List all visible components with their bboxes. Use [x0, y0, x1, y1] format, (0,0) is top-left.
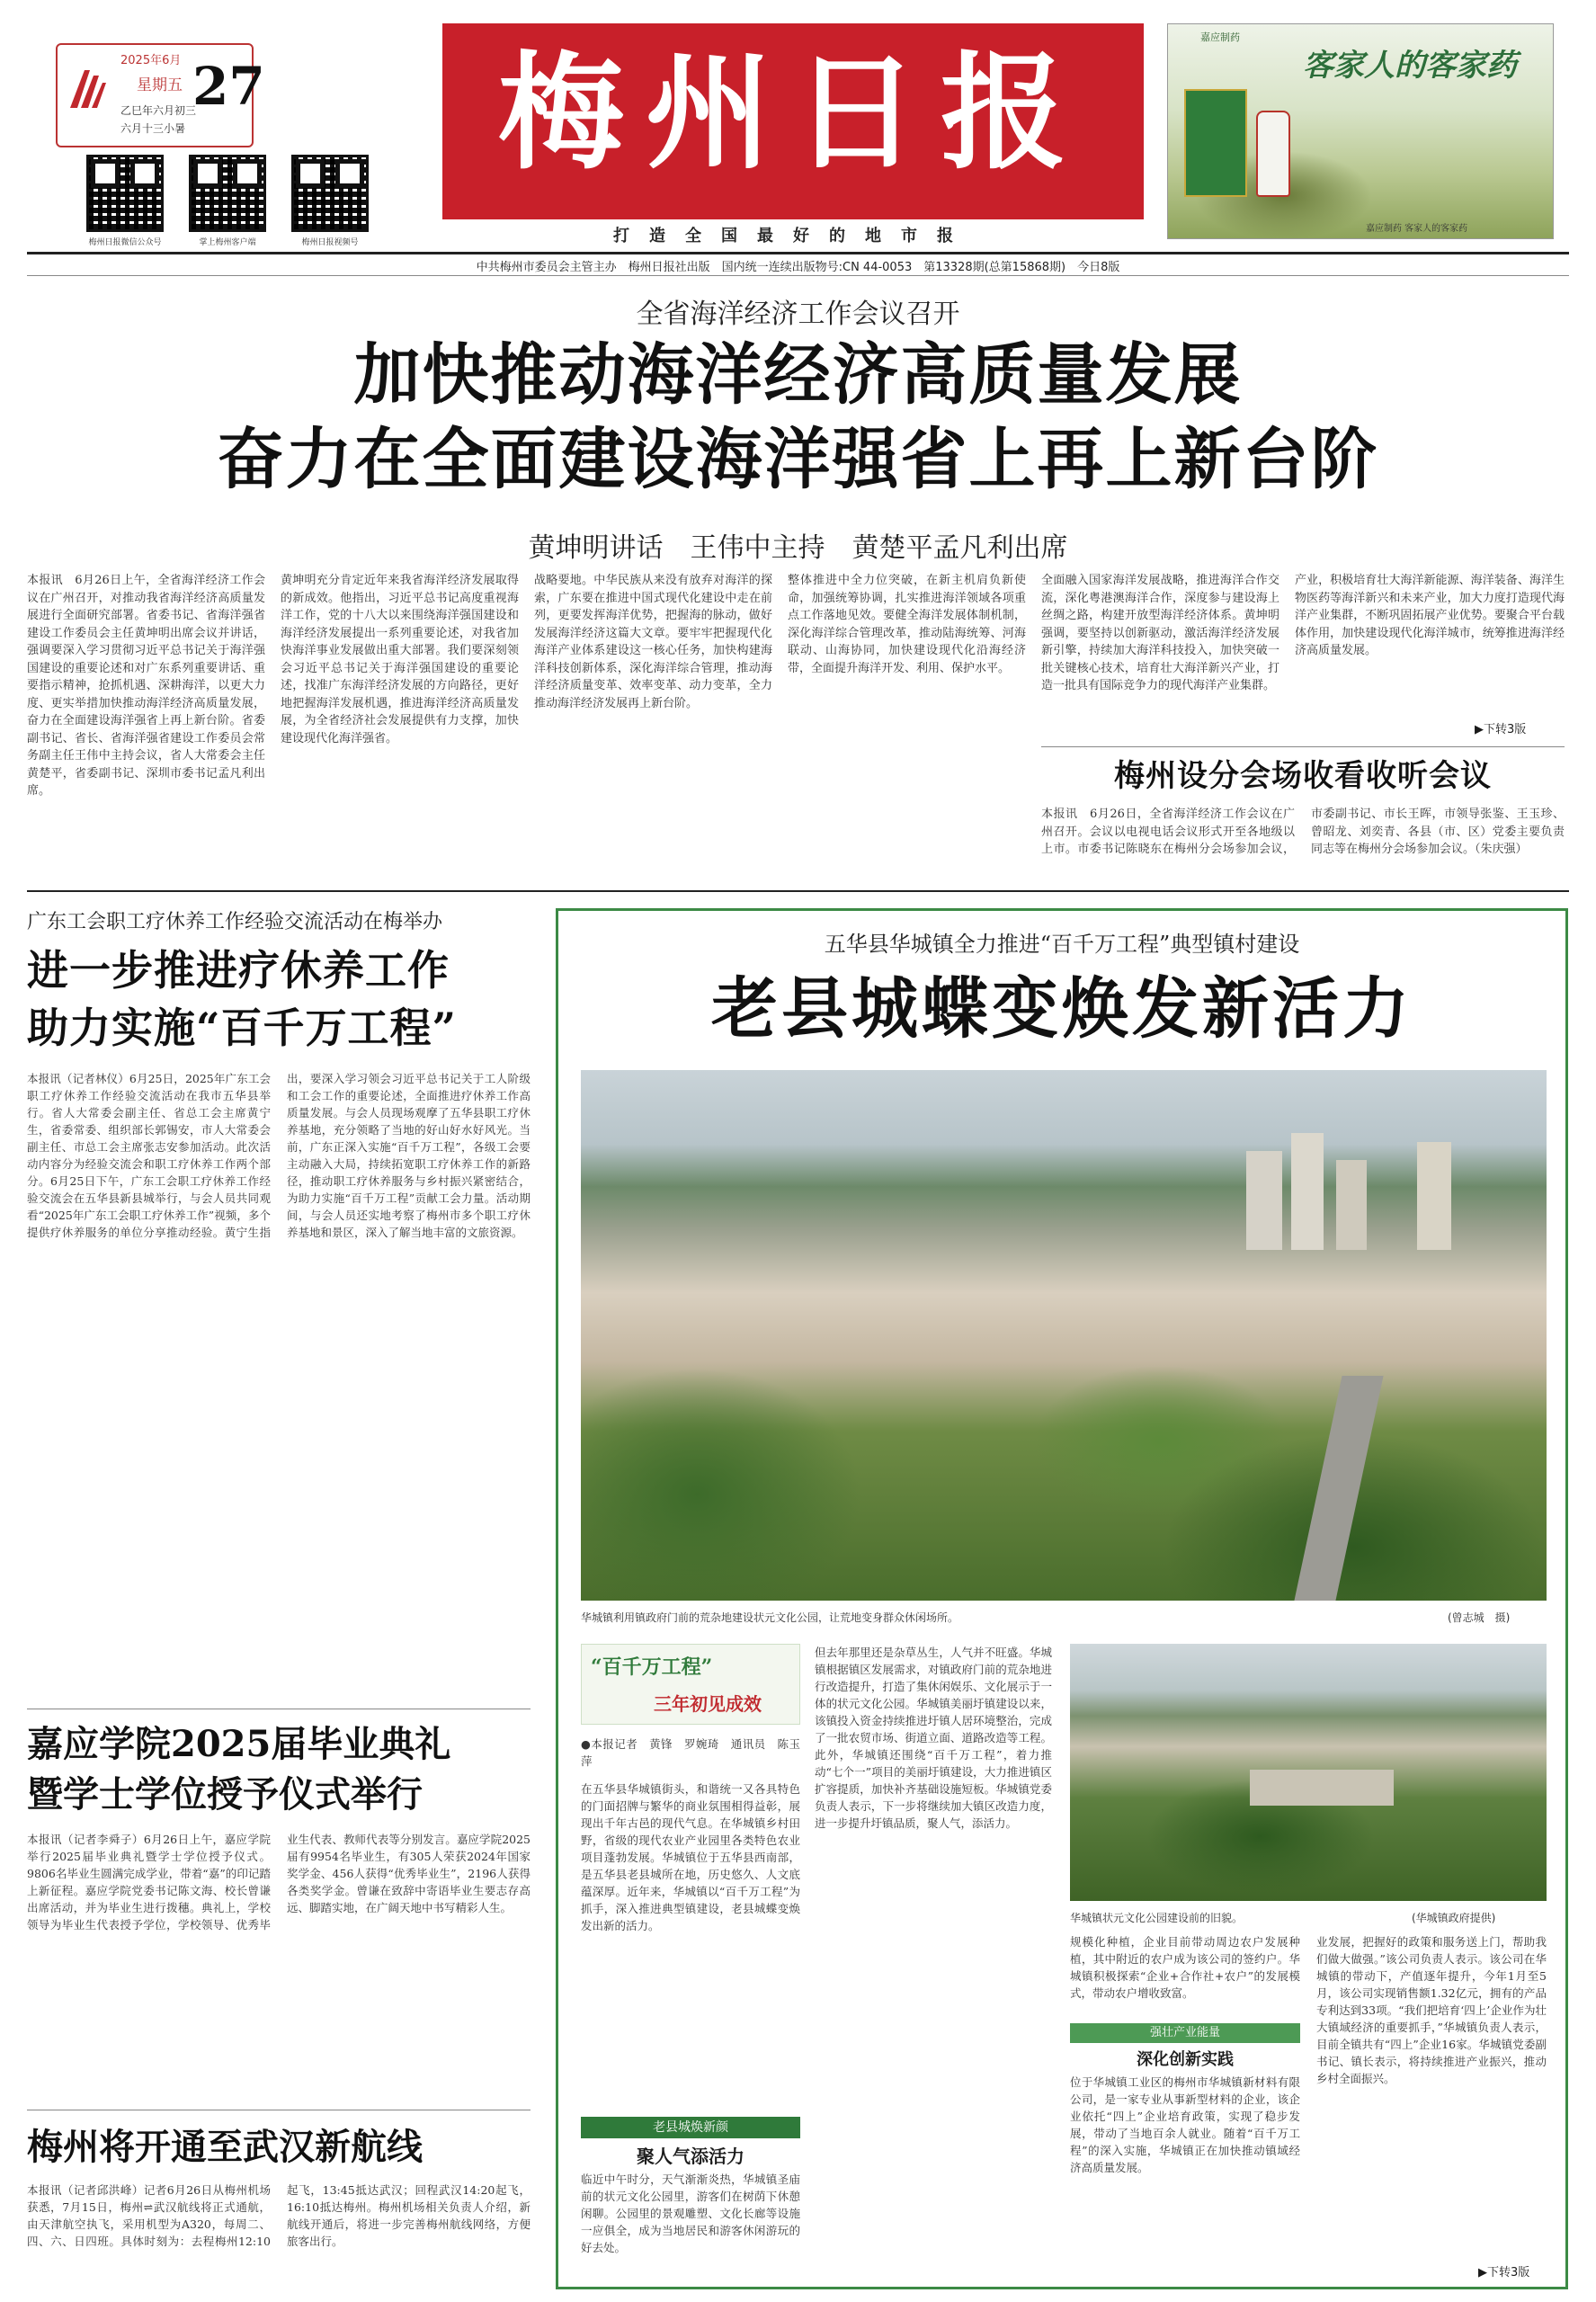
- lead-headline-1: 加快推动海洋经济高质量发展: [353, 336, 1243, 414]
- session-rule: [1041, 746, 1565, 747]
- newspaper-logo-icon: [65, 63, 108, 117]
- badge-title: “百千万工程”: [591, 1655, 713, 1679]
- section1-body: 临近中午时分，天气渐渐炎热，华城镇圣庙前的状元文化公园里，游客们在树荫下休憩闲聊。公园里的景观雕塑、文化长廊等设施一应俱全，成为当地居民和游客休闲游玩的好去处。: [581, 2173, 800, 2254]
- section1-title: 聚人气添活力: [637, 2146, 745, 2167]
- sanatorium-body: 本报讯（记者林仪）6月25日，2025年广东工会职工疗休养工作经验交流活动在我市五华县举行。省人大常委会副主任、省总工会主席黄宁生，省委常委、组织部长郭锡安，市人大常委会副主任、市总工会主席张志安参加活动。此次活动内容分为经验交流会和职工疗休养工作两个部分。6月25日下午，广东工会职工疗休养工作经验交流会在五华县新县城举行，与会人员共同观看“2025年广东工会职工疗休养工作”视频，多个提供疗休养服务的单位分享推动经验。黄宁生指出，要深入学习领会习近平总书记关于工人阶级和工会工作的重要论述，全面推进疗休养工作高质量发展。与会人员现场观摩了五华县职工疗休养基地，充分领略了当地的好山好水好风光。当前，广东正深入实施“百千万工程”，各级工会要主动融入大局，持续拓宽职工疗休养工作的新路径，推动职工疗休养服务与乡村振兴紧密结合，为助力实施“百千万工程”贡献工会力量。活动期间，与会人员还实地考察了梅州市多个职工疗休养基地和景区，深入了解当地丰富的文旅资源。: [27, 1072, 531, 1239]
- ad-product-box: [1184, 89, 1247, 197]
- feature-intro: 在五华县华城镇街头，和谐统一又各具特色的门面招牌与繁华的商业氛围相得益彰，展现出千年古邑的现代气息。在华城镇乡村田野，省级的现代农业产业园里各类特色农业项目蓬勃发展。华城镇位于五华县西南部，是五华县老县城所在地，历史悠久、人文底蕴深厚。近年来，华城镇以“百千万工程”为抓手，深入推进典型镇建设，老县城蝶变焕发出新的活力。: [581, 1782, 800, 1932]
- qr-caption-1: 梅州日报微信公众号: [88, 238, 162, 247]
- feature-photo-caption: 华城镇利用镇政府门前的荒杂地建设状元文化公园，让荒地变身群众休闲场所。: [581, 1611, 959, 1624]
- sanatorium-headline-1: 进一步推进疗休养工作: [27, 946, 450, 995]
- sanatorium-kicker: 广东工会职工疗休养工作经验交流活动在梅举办: [27, 911, 443, 933]
- ad-brand: 嘉应制药: [1200, 31, 1240, 43]
- feature-continued: ▶下转3版: [1478, 2266, 1530, 2280]
- lead-col-3: 战略要地。中华民族从来没有放弃对海洋的探索，广东要在推进中国式现代化建设中走在前列，更要发挥海洋优势，把握海的脉动，做好发展海洋经济这篇大文章。要牢牢把握现代化海洋产业体系建设这一核心任务，加快构建海洋科技创新体系，深化海洋综合管理，推动海洋经济质量变革、效率变革、动力变革，全力推动海洋经济发展再上新台阶。: [534, 574, 772, 710]
- date-day: 27: [192, 56, 265, 117]
- photo-building-1: [1246, 1151, 1282, 1250]
- info-rule: [27, 275, 1569, 276]
- masthead-title-block: [442, 23, 1144, 219]
- newspaper-title: 梅州日报: [497, 40, 1088, 187]
- feature-small-photo[interactable]: [1070, 1644, 1547, 1901]
- small-photo-credit: (华城镇政府提供): [1412, 1912, 1496, 1924]
- qr-code-app[interactable]: [189, 155, 266, 232]
- qr-caption-3: 梅州日报视频号: [301, 238, 359, 247]
- qr-code-video[interactable]: [291, 155, 369, 232]
- photo-building-4: [1417, 1142, 1451, 1250]
- solar-term: 六月十三小暑: [120, 122, 186, 135]
- feature-continued-label: 下转3版: [1487, 2266, 1530, 2280]
- feature-badge: [581, 1644, 800, 1725]
- qr-code-wechat[interactable]: [86, 155, 164, 232]
- section2-label: 强壮产业能量: [1070, 2023, 1300, 2043]
- lead-continued: ▶下转3版: [1475, 723, 1527, 736]
- feature-col-r2: 业发展，把握好的政策和服务送上门，帮助我们做大做强。”该公司负责人表示。该公司在华城镇的带动下，产值逐年提升，今年1月至5月，该公司实现销售额1.32亿元，拥有的产品专利达到33项。“我们把培育‘四上’企业作为壮大镇域经济的重要抓手，”华城镇负责人表示，目前全镇共有“四上”企业16家。华城镇党委副书记、镇长表示，将持续推进产业振兴，推动乡村全面振兴。: [1316, 1935, 1547, 2085]
- qr-caption-2: 掌上梅州客户端: [199, 238, 256, 247]
- section1-label: 老县城焕新颜: [581, 2117, 800, 2138]
- feature-photo-credit: (曾志城 摄): [1448, 1611, 1511, 1624]
- photo-building-2: [1291, 1133, 1324, 1250]
- feature-byline: ●本报记者 黄锋 罗婉琦 通讯员 陈玉萍: [581, 1737, 800, 1768]
- graduation-body: 本报讯（记者李舜子）6月26日上午，嘉应学院举行2025届毕业典礼暨学士学位授予仪式。9806名毕业生圆满完成学业，带着“嘉”的印记踏上新征程。嘉应学院党委书记陈文海、校长曾谦出席活动，并为毕业生进行拨穗。典礼上，学校领导为毕业生代表授予学位，学校领导、优秀毕业生代表、教师代表等分别发言。嘉应学院2025届有9954名毕业生，有305人荣获2024年国家奖学金、456人获得“优秀毕业生”，2196人获得各类奖学金。曾谦在致辞中寄语毕业生要志存高远、脚踏实地，在广阔天地中书写精彩人生。: [27, 1833, 531, 1932]
- feature-col-r1-top: 规模化种植，企业目前带动周边农户发展种植，其中附近的农户成为该公司的签约户。华城镇积极探索“企业+合作社+农户”的发展模式，带动农户增收致富。: [1070, 1935, 1300, 2000]
- airline-body: 本报讯（记者邱洪峰）记者6月26日从梅州机场获悉，7月15日，梅州⇌武汉航线将正式通航，由天津航空执飞，采用机型为A320，每周二、四、六、日四班。具体时刻为：去程梅州12:10起飞，13:45抵达武汉；回程武汉14:20起飞，16:10抵达梅州。梅州机场相关负责人介绍，新航线开通后，将进一步完善梅州航线网络，方便旅客出行。: [27, 2183, 531, 2248]
- lead-subhead: 黄坤明讲话 王伟中主持 黄楚平孟凡利出席: [528, 532, 1068, 564]
- publication-info-bar: 中共梅州市委员会主管主办 梅州日报社出版 国内统一连续出版物号:CN 44-0053 第13328期(总第15868期) 今日8版: [476, 261, 1120, 274]
- weekday: 星期五: [137, 76, 183, 94]
- lead-col-5: 全面融入国家海洋发展战略，推进海洋合作交流，深化粤港澳海洋合作，深度参与建设海上丝绸之路，构建开放型海洋经济体系。黄坤明强调，要坚持以创新驱动，激活海洋经济发展新引擎，持续加大海洋科技投入，加快突破一批关键核心技术，培育壮大海洋新兴产业，打造一批具有国际竞争力的现代海洋产业集群。: [1041, 574, 1279, 692]
- lead-continued-label: 下转3版: [1484, 723, 1527, 736]
- feature-headline: 老县城蝶变焕发新活力: [711, 970, 1413, 1048]
- section2-title: 深化创新实践: [1137, 2050, 1234, 2069]
- ad-footer: 嘉应制药 客家人的客家药: [1366, 224, 1468, 234]
- section-rule: [27, 890, 1569, 892]
- date-box: [56, 43, 265, 147]
- feature-main-photo[interactable]: [581, 1070, 1547, 1601]
- date-year-month: 2025年6月: [120, 54, 182, 67]
- photo-road: [1294, 1376, 1383, 1601]
- small-photo-caption: 华城镇状元文化公园建设前的旧貌。: [1070, 1912, 1244, 1924]
- sanatorium-headline-2: 助力实施“百千万工程”: [27, 1004, 457, 1052]
- feature-kicker: 五华县华城镇全力推进“百千万工程”典型镇村建设: [824, 932, 1300, 957]
- masthead-slogan: 打造全国最好的地市报: [613, 227, 973, 245]
- small-photo-roofs: [1250, 1770, 1394, 1806]
- masthead-rule: [27, 252, 1569, 254]
- airline-headline: 梅州将开通至武汉新航线: [27, 2126, 423, 2168]
- feature-col-mid: 但去年那里还是杂草丛生，人气并不旺盛。华城镇根据镇区发展需求，对镇政府门前的荒杂地进行改造提升，打造了集休闲娱乐、文化展示于一体的状元文化公园。华城镇美丽圩镇建设以来，该镇投入资金持续推进圩镇人居环境整治，完成了一批农贸市场、街道立面、道路改造等工程。此外，华城镇还围绕“百千万工程”，着力推动“七个一”项目的美丽圩镇建设，大力推进镇区扩容提质，加快补齐基础设施短板。华城镇党委负责人表示，下一步将继续加大镇区改造力度，进一步提升圩镇品质，聚人气，添活力。: [815, 1646, 1052, 1830]
- ad-product-bottle: [1256, 111, 1290, 197]
- lunar-date: 乙巳年六月初三: [120, 104, 197, 117]
- lead-col-6: 产业，积极培育壮大海洋新能源、海洋装备、海洋生物医药等海洋新兴和未来产业，加大力度打造现代海洋产业集群，不断巩固拓展产业优势。要聚合平台载体作用，加快建设现代化海洋城市，统筹推进海洋经济高质量发展。: [1295, 574, 1565, 657]
- lead-headline-2: 奋力在全面建设海洋强省上再上新台阶: [217, 421, 1379, 498]
- lead-col-1: 本报讯 6月26日上午，全省海洋经济工作会议在广州召开，对推动我省海洋经济高质量发展进行全面研究部署。省委书记、省海洋强省建设工作委员会主任黄坤明出席会议并讲话，强调要深入学习贯彻习近平总书记关于海洋强国建设的重要论述和对广东系列重要讲话、重要指示精神，抢抓机遇、深耕海洋，以更大力度、更实举措加快推动海洋经济高质量发展，奋力在全面建设海洋强省上再上新台阶。省委副书记、省长、省海洋强省建设工作委员会常务副主任王伟中主持会议，省人大常委会主任黄楚平，省委副书记、深圳市委书记孟凡利出席。: [27, 574, 265, 798]
- lead-col-2: 黄坤明充分肯定近年来我省海洋经济发展取得的新成效。他指出，习近平总书记高度重视海洋工作，党的十八大以来围绕海洋强国建设和海洋经济发展提出一系列重要论述，对我省加快海洋事业发展做出重大部署。我们要深刻领会习近平总书记关于海洋强国建设的重要论述，找准广东海洋经济发展的方向路径，更好地把握海洋发展机遇，推进海洋经济高质量发展，为全省经济社会发展提供有力支撑，加快建设现代化海洋强省。: [281, 574, 519, 745]
- session-body: 本报讯 6月26日，全省海洋经济工作会议在广州召开。会议以电视电话会议形式开至各地级以上市。市委书记陈晓东在梅州分会场参加会议，市委副书记、市长王晖，市领导张鉴、王玉珍、曾昭龙、刘奕青、各县（市、区）党委主要负责同志等在梅州分会场参加会议。（朱庆强）: [1041, 807, 1565, 856]
- lead-col-4: 整体推进中全力位突破，在新主机肩负新使命，加强统筹协调，扎实推进海洋领域各项重点工作落地见效。要健全海洋发展体制机制，深化海洋综合管理改革，推动陆海统筹、河海联动、山海协同，加快建设现代化沿海经济带，全面提升海洋开发、利用、保护水平。: [788, 574, 1026, 675]
- graduation-headline-2: 暨学士学位授予仪式举行: [27, 1773, 423, 1816]
- photo-building-3: [1336, 1160, 1367, 1250]
- lead-kicker: 全省海洋经济工作会议召开: [636, 299, 960, 330]
- feature-col-r1-bottom: 位于华城镇工业区的梅州市华城镇新材料有限公司，是一家专业从事新型材料的企业，该企业依托“四上”企业培育政策，实现了稳步发展，带动了当地百余人就业。随着“百千万工程”的深入实施，华城镇正在加快推动镇域经济高质量发展。: [1070, 2075, 1300, 2174]
- ad-slogan: 客家人的客家药: [1303, 48, 1517, 84]
- badge-subtitle: 三年初见成效: [654, 1693, 762, 1715]
- graduation-headline-1: 嘉应学院2025届毕业典礼: [27, 1723, 451, 1765]
- session-headline: 梅州设分会场收看收听会议: [1114, 758, 1492, 794]
- ad-image[interactable]: [1167, 23, 1554, 239]
